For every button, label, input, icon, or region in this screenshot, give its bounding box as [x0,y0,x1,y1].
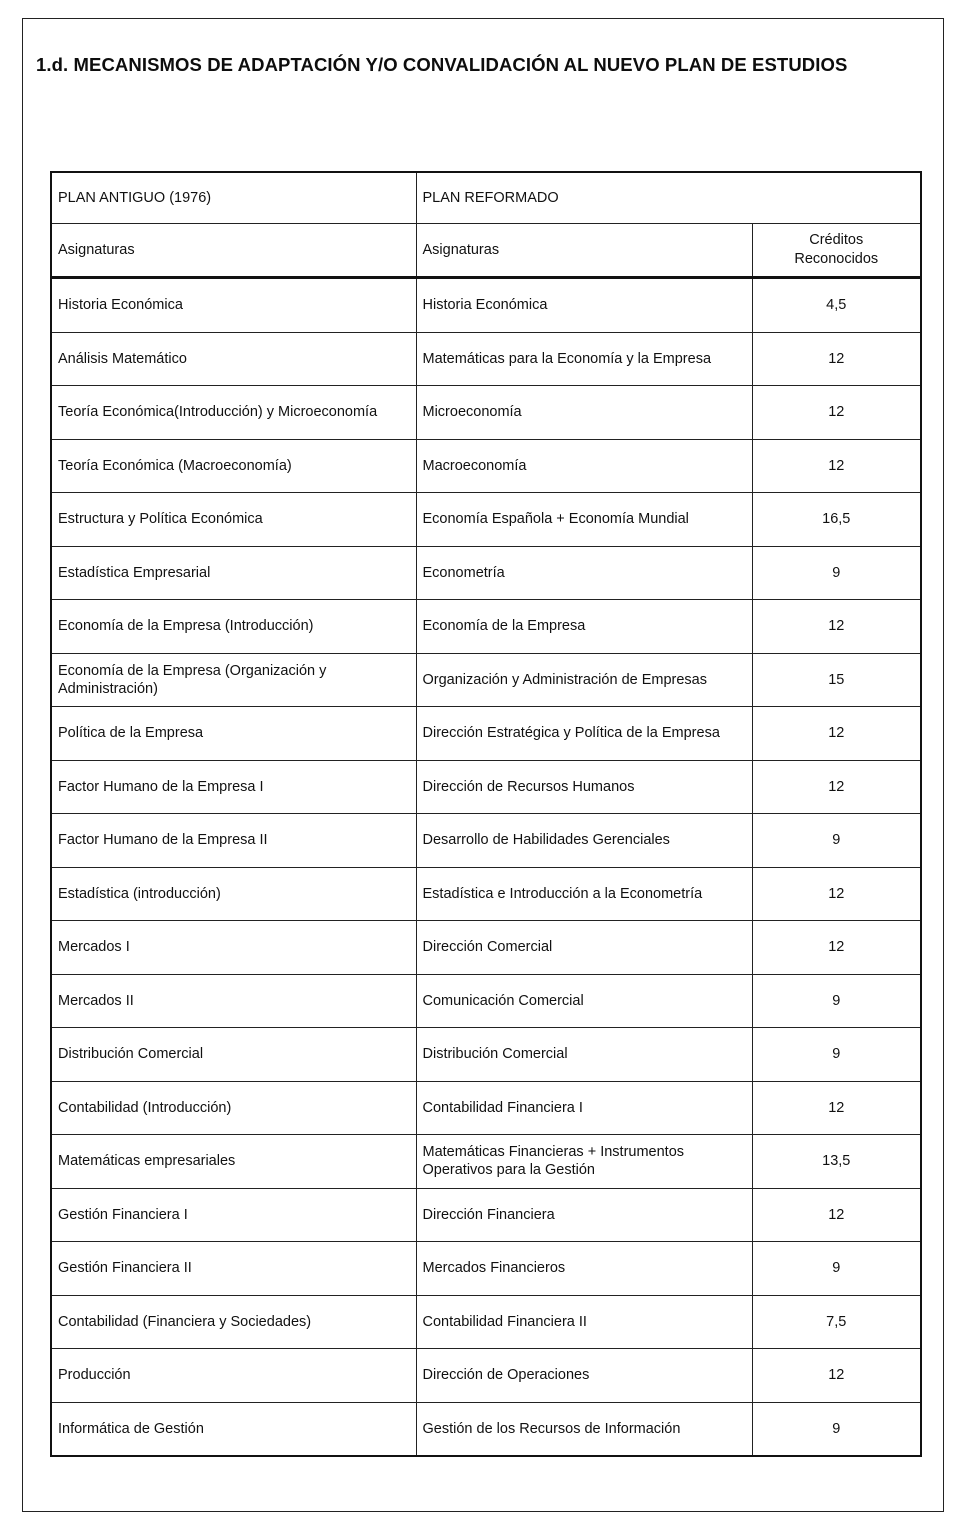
asignaturas-antiguo-header: Asignaturas [51,224,416,278]
asignatura-antigua-cell: Mercados I [51,921,416,975]
asignatura-reformada-cell: Estadística e Introducción a la Econometría [416,867,752,921]
table-row [51,1135,921,1189]
creditos-cell: 12 [752,332,921,386]
creditos-cell: 12 [752,600,921,654]
creditos-cell: 9 [752,1402,921,1456]
table-row [51,332,921,386]
asignatura-reformada-cell: Dirección de Operaciones [416,1349,752,1403]
asignatura-antigua-cell: Teoría Económica (Macroeconomía) [51,439,416,493]
asignatura-antigua-cell: Factor Humano de la Empresa II [51,814,416,868]
creditos-cell: 12 [752,1081,921,1135]
creditos-cell: 7,5 [752,1295,921,1349]
asignatura-antigua-cell: Producción [51,1349,416,1403]
asignatura-reformada-cell: Economía Española + Economía Mundial [416,493,752,547]
asignatura-reformada-cell: Econometría [416,546,752,600]
asignatura-antigua-cell: Economía de la Empresa (Organización y Administración) [51,653,416,707]
asignatura-reformada-cell: Comunicación Comercial [416,974,752,1028]
asignatura-antigua-cell: Contabilidad (Financiera y Sociedades) [51,1295,416,1349]
asignaturas-reformado-header: Asignaturas [416,224,752,278]
table-row [51,493,921,547]
creditos-cell: 9 [752,1242,921,1296]
document-title: 1.d. MECANISMOS DE ADAPTACIÓN Y/O CONVALIDACIÓN AL NUEVO PLAN DE ESTUDIOS [36,54,848,75]
creditos-cell: 13,5 [752,1135,921,1189]
asignatura-antigua-cell: Historia Económica [51,278,416,333]
asignatura-reformada-cell: Microeconomía [416,386,752,440]
asignatura-reformada-cell: Dirección Estratégica y Política de la Empresa [416,707,752,761]
asignatura-antigua-cell: Política de la Empresa [51,707,416,761]
table-row [51,278,921,333]
asignatura-antigua-cell: Matemáticas empresariales [51,1135,416,1189]
creditos-cell: 15 [752,653,921,707]
table-row [51,546,921,600]
asignatura-reformada-cell: Organización y Administración de Empresas [416,653,752,707]
table-row [51,974,921,1028]
asignatura-reformada-cell: Matemáticas para la Economía y la Empresa [416,332,752,386]
table-row [51,1349,921,1403]
asignatura-antigua-cell: Teoría Económica(Introducción) y Microeconomía [51,386,416,440]
plan-reformado-header: PLAN REFORMADO [416,172,921,224]
table-row [51,439,921,493]
asignatura-antigua-cell: Estructura y Política Económica [51,493,416,547]
table-row [51,867,921,921]
creditos-cell: 12 [752,439,921,493]
table-row [51,760,921,814]
asignatura-antigua-cell: Estadística Empresarial [51,546,416,600]
asignatura-reformada-cell: Matemáticas Financieras + Instrumentos Operativos para la Gestión [416,1135,752,1189]
creditos-cell: 9 [752,546,921,600]
table-row [51,814,921,868]
creditos-cell: 12 [752,867,921,921]
asignatura-reformada-cell: Dirección Comercial [416,921,752,975]
asignatura-reformada-cell: Gestión de los Recursos de Información [416,1402,752,1456]
asignatura-antigua-cell: Estadística (introducción) [51,867,416,921]
plan-antiguo-header: PLAN ANTIGUO (1976) [51,172,416,224]
asignatura-reformada-cell: Economía de la Empresa [416,600,752,654]
creditos-header-line2: Reconocidos [794,251,879,267]
asignatura-reformada-cell: Macroeconomía [416,439,752,493]
asignatura-reformada-cell: Distribución Comercial [416,1028,752,1082]
asignatura-reformada-cell: Dirección de Recursos Humanos [416,760,752,814]
table-row [51,600,921,654]
table-row [51,1242,921,1296]
table-row [51,1295,921,1349]
creditos-cell: 9 [752,1028,921,1082]
asignatura-reformada-cell: Dirección Financiera [416,1188,752,1242]
creditos-cell: 12 [752,760,921,814]
creditos-cell: 12 [752,1188,921,1242]
table-row [51,1081,921,1135]
plan-header-row [51,172,921,224]
creditos-cell: 4,5 [752,278,921,333]
creditos-header-line1: Créditos [809,232,864,248]
creditos-cell: 9 [752,974,921,1028]
asignatura-reformada-cell: Desarrollo de Habilidades Gerenciales [416,814,752,868]
creditos-cell: 12 [752,707,921,761]
asignatura-reformada-cell: Contabilidad Financiera II [416,1295,752,1349]
creditos-cell: 16,5 [752,493,921,547]
column-header-row [51,224,921,278]
asignatura-reformada-cell: Contabilidad Financiera I [416,1081,752,1135]
asignatura-reformada-cell: Mercados Financieros [416,1242,752,1296]
convalidation-table [50,171,922,1457]
asignatura-antigua-cell: Factor Humano de la Empresa I [51,760,416,814]
table-row [51,707,921,761]
creditos-cell: 12 [752,921,921,975]
table-row [51,386,921,440]
asignatura-antigua-cell: Gestión Financiera II [51,1242,416,1296]
creditos-cell: 12 [752,386,921,440]
asignatura-antigua-cell: Economía de la Empresa (Introducción) [51,600,416,654]
table-row [51,1028,921,1082]
table-row [51,1188,921,1242]
creditos-cell: 12 [752,1349,921,1403]
table-row [51,1402,921,1456]
asignatura-antigua-cell: Distribución Comercial [51,1028,416,1082]
asignatura-reformada-cell: Historia Económica [416,278,752,333]
table-row [51,921,921,975]
creditos-cell: 9 [752,814,921,868]
asignatura-antigua-cell: Análisis Matemático [51,332,416,386]
creditos-header [752,224,921,278]
asignatura-antigua-cell: Mercados II [51,974,416,1028]
asignatura-antigua-cell: Informática de Gestión [51,1402,416,1456]
asignatura-antigua-cell: Gestión Financiera I [51,1188,416,1242]
table-row [51,653,921,707]
asignatura-antigua-cell: Contabilidad (Introducción) [51,1081,416,1135]
